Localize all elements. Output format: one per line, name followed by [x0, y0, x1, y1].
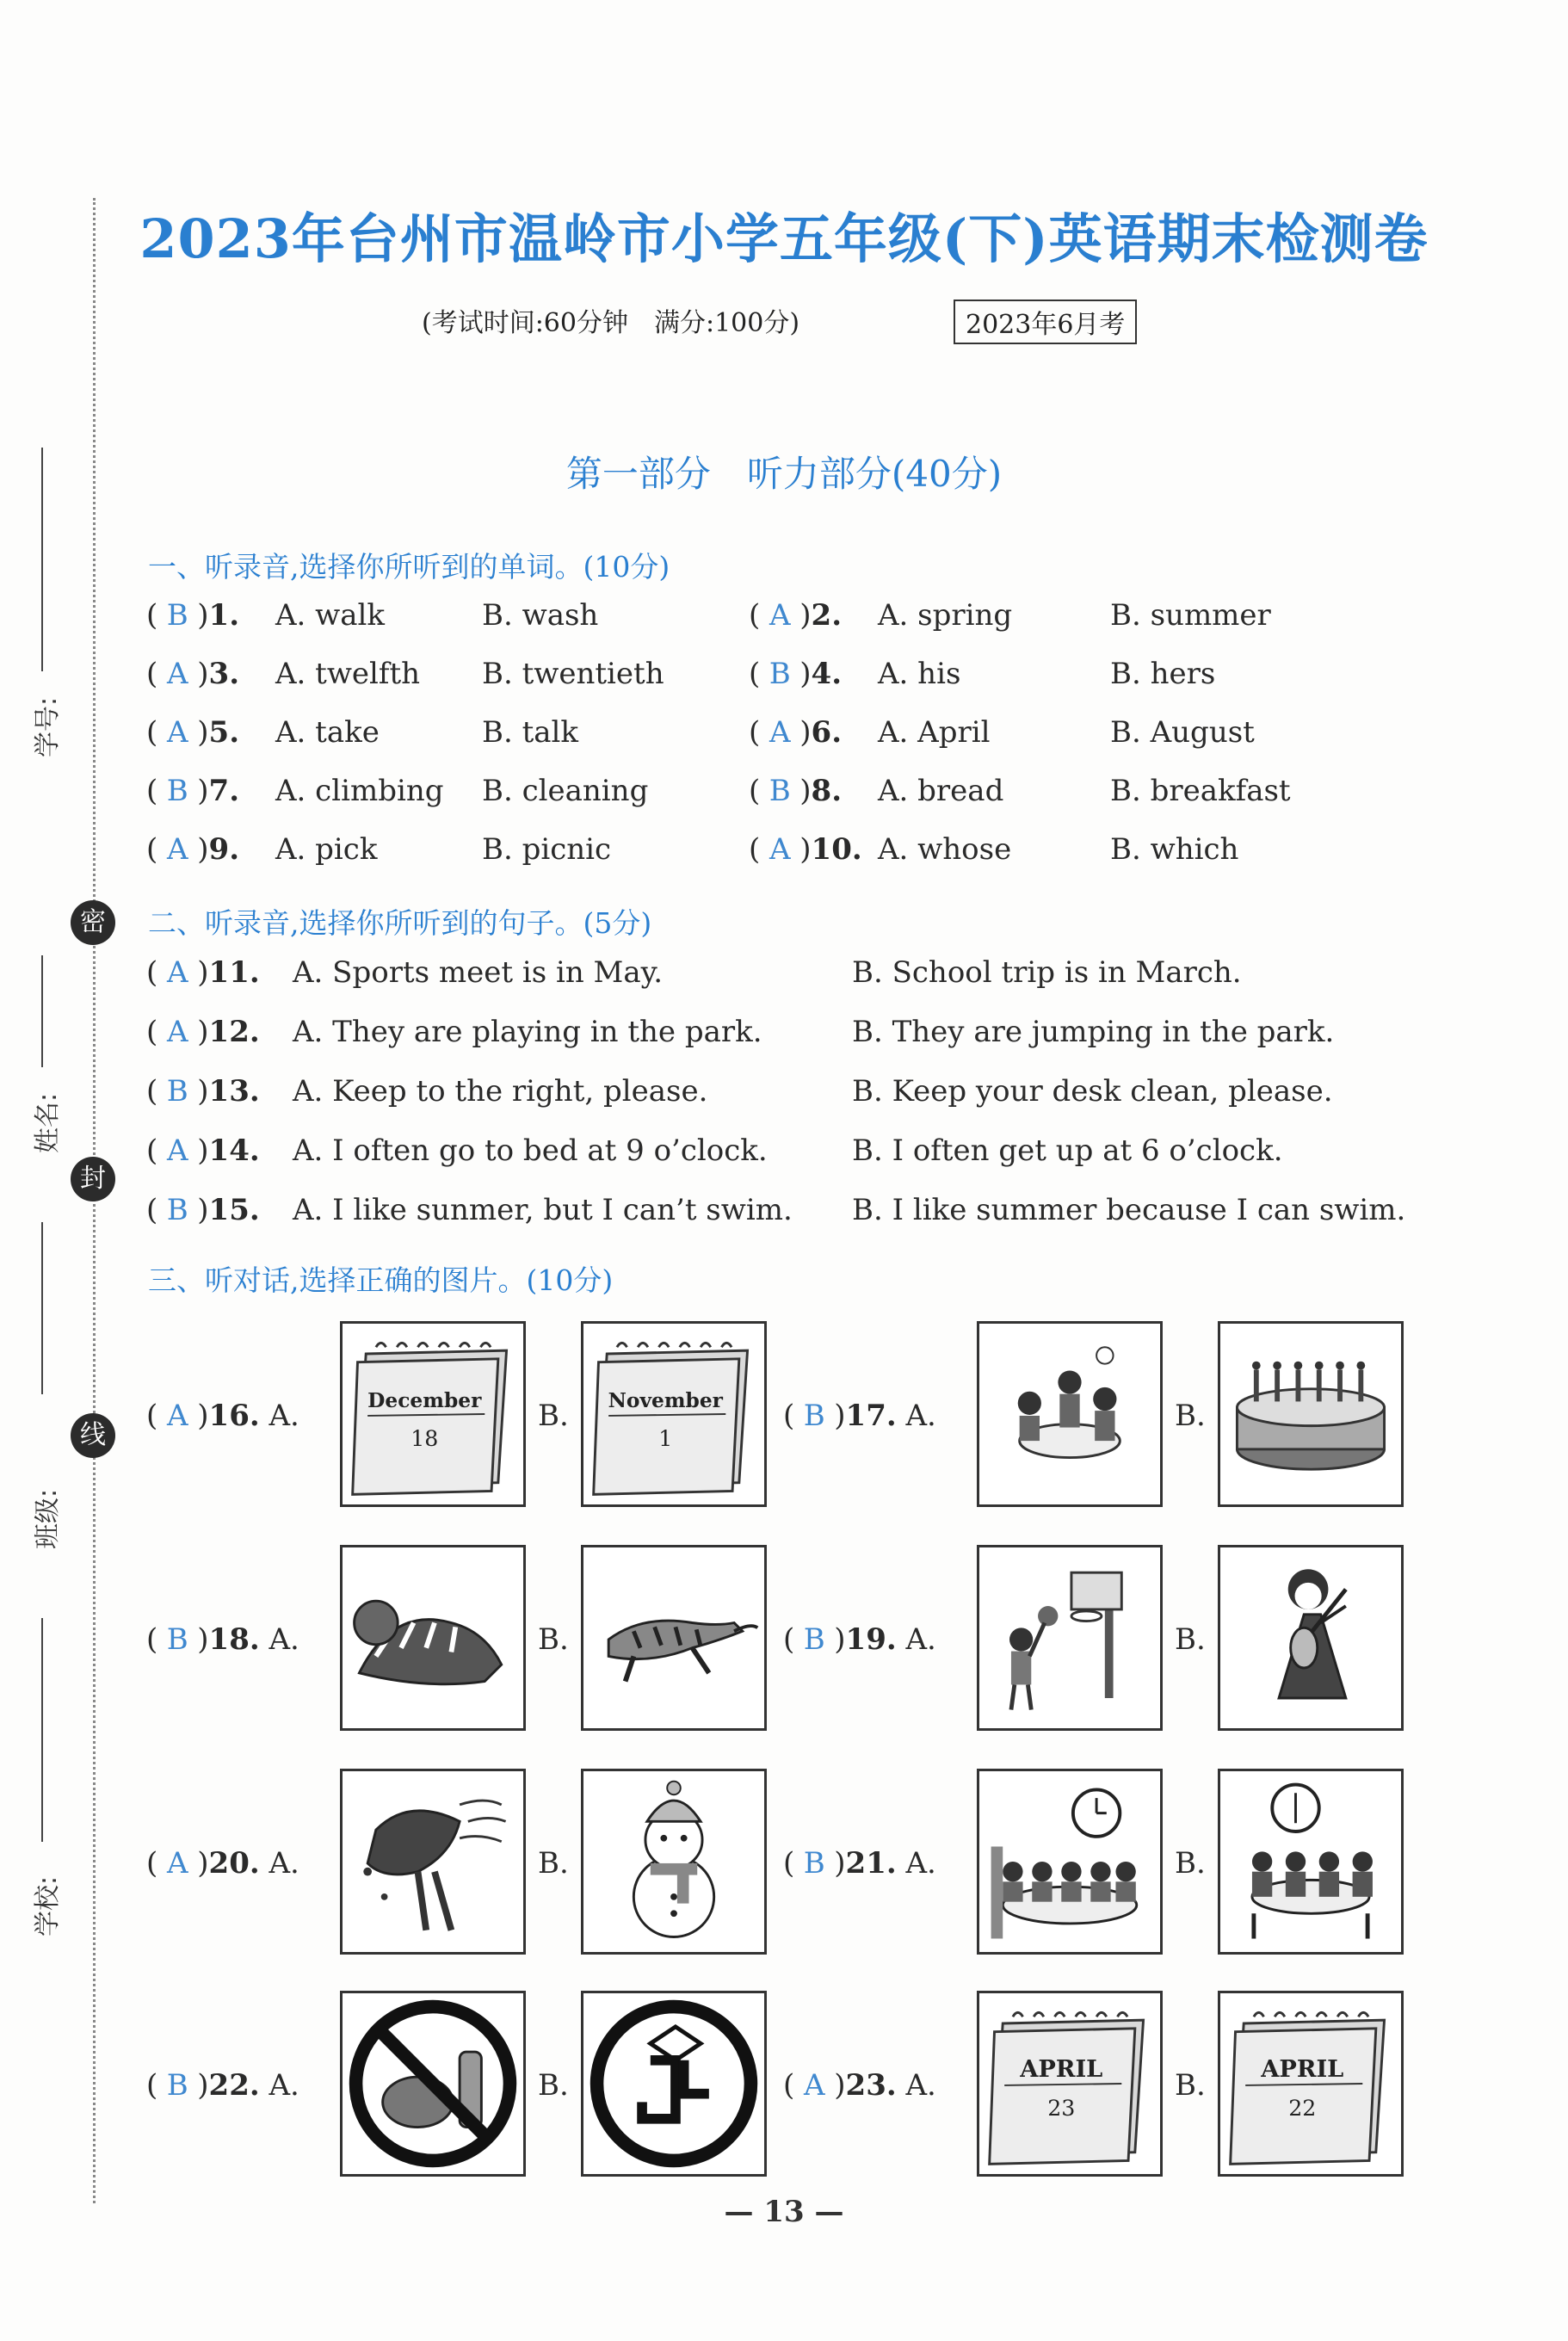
- answer: A: [166, 1133, 188, 1168]
- paren-open: (: [749, 832, 761, 867]
- paren-open: (: [146, 955, 158, 990]
- option-b: B. I like summer because I can swim.: [852, 1193, 1406, 1227]
- option-b: B. cleaning: [482, 774, 649, 808]
- paren-open: (: [146, 1074, 158, 1109]
- paren-open: (: [146, 598, 158, 633]
- paren-close: ): [197, 955, 209, 990]
- option-b-picture[interactable]: [1218, 1321, 1404, 1507]
- option-b: B. August: [1110, 715, 1255, 750]
- option-a: A. spring: [878, 598, 1013, 633]
- section-3-title: 三、听对话,选择正确的图片。(10分): [148, 1263, 614, 1297]
- option-b: B. Keep your desk clean, please.: [852, 1074, 1333, 1109]
- option-b-label: B.: [538, 1622, 569, 1657]
- calendar-day: 23: [1047, 2095, 1076, 2121]
- paren-close: ): [197, 2068, 209, 2103]
- option-b: B. breakfast: [1110, 774, 1291, 808]
- paren-open: (: [783, 1622, 795, 1657]
- option-a: A. Keep to the right, please.: [293, 1074, 708, 1109]
- picture-question-row: [146, 2068, 299, 2103]
- calendar-day: 22: [1288, 2095, 1317, 2121]
- paren-close: ): [197, 1015, 209, 1049]
- student-id-label: 学号:: [33, 696, 63, 757]
- option-b-picture[interactable]: [1218, 1991, 1404, 2177]
- option-a: A. They are playing in the park.: [293, 1015, 762, 1049]
- sentence-question-row: [146, 1193, 1420, 1231]
- snowman-icon: [583, 1771, 764, 1952]
- birthday-cake-icon: [1220, 1324, 1401, 1504]
- option-a-label: A.: [269, 1846, 299, 1881]
- picture-question-row: [146, 1846, 299, 1881]
- paren-open: (: [146, 1622, 158, 1657]
- calendar-month: November: [608, 1388, 723, 1413]
- question-number: 22.: [208, 2068, 260, 2103]
- option-b-picture[interactable]: [581, 1991, 767, 2177]
- option-b-picture[interactable]: [581, 1545, 767, 1731]
- word-question-row: [146, 598, 749, 636]
- word-question-row: [749, 774, 1351, 812]
- option-b-label: B.: [1175, 1622, 1206, 1657]
- option-b-label: B.: [538, 1399, 569, 1433]
- paren-open: (: [146, 832, 158, 867]
- answer: B: [769, 774, 791, 808]
- word-question-row: [749, 598, 1351, 636]
- class-line: [41, 1222, 43, 1394]
- school-label: 学校:: [33, 1875, 63, 1936]
- option-b: B. summer: [1110, 598, 1271, 633]
- option-a-label: A.: [269, 1622, 299, 1657]
- answer: B: [166, 1622, 188, 1657]
- word-question-row: [749, 657, 1351, 695]
- option-b: B. I often get up at 6 o’clock.: [852, 1133, 1283, 1168]
- answer: A: [769, 832, 791, 867]
- picture-question-row: [783, 1399, 936, 1433]
- question-number: 12.: [208, 1015, 260, 1049]
- answer: B: [769, 657, 791, 691]
- part-title: 第一部分 听力部分(40分): [565, 453, 1003, 495]
- answer: B: [166, 598, 188, 633]
- paren-close: ): [197, 657, 209, 691]
- section-2-title: 二、听录音,选择你所听到的句子。(5分): [148, 906, 652, 940]
- question-number: 20.: [208, 1846, 260, 1881]
- answer: B: [803, 1846, 825, 1881]
- option-b-label: B.: [538, 2068, 569, 2103]
- option-a: A. I like sunmer, but I can’t swim.: [293, 1193, 793, 1227]
- paren-close: ): [197, 832, 209, 867]
- question-number: 1.: [208, 598, 240, 633]
- windy-tree-icon: [343, 1771, 523, 1952]
- paren-open: (: [146, 1399, 158, 1433]
- page-title: 2023年台州市温岭市小学五年级(下)英语期末检测卷: [139, 207, 1429, 270]
- option-a-label: A.: [269, 2068, 299, 2103]
- option-b: B. They are jumping in the park.: [852, 1015, 1335, 1049]
- paren-close: ): [197, 1074, 209, 1109]
- question-number: 14.: [208, 1133, 260, 1168]
- option-b-picture[interactable]: [581, 1769, 767, 1955]
- question-number: 17.: [845, 1399, 897, 1433]
- sentence-question-row: [146, 1133, 1420, 1171]
- page-number: — 13 —: [724, 2195, 844, 2229]
- option-b-picture[interactable]: [1218, 1769, 1404, 1955]
- option-a-picture[interactable]: [340, 1545, 526, 1731]
- basketball-icon: [979, 1547, 1160, 1728]
- option-b-picture[interactable]: [581, 1321, 767, 1507]
- option-a-picture[interactable]: [977, 1769, 1163, 1955]
- paren-open: (: [146, 2068, 158, 2103]
- option-a-label: A.: [269, 1399, 299, 1433]
- option-b: B. picnic: [482, 832, 612, 867]
- paren-close: ): [834, 1846, 846, 1881]
- picnic-icon: [979, 1324, 1160, 1504]
- option-b-picture[interactable]: [1218, 1545, 1404, 1731]
- family-dinner-clock-icon: [1220, 1771, 1401, 1952]
- question-number: 8.: [811, 774, 843, 808]
- paren-open: (: [146, 1193, 158, 1227]
- paren-close: ): [799, 598, 812, 633]
- option-b-label: B.: [538, 1846, 569, 1881]
- word-question-row: [749, 715, 1351, 753]
- paren-close: ): [197, 1622, 209, 1657]
- calendar-month: December: [367, 1388, 482, 1413]
- option-a-label: A.: [905, 1846, 936, 1881]
- class-label: 班级:: [33, 1488, 63, 1549]
- paren-close: ): [834, 1622, 846, 1657]
- calendar-month: APRIL: [1261, 2055, 1344, 2084]
- paren-open: (: [146, 774, 158, 808]
- question-number: 4.: [811, 657, 843, 691]
- seal-feng: 封: [71, 1157, 115, 1201]
- paren-close: ): [799, 832, 812, 867]
- paren-open: (: [146, 715, 158, 750]
- question-number: 10.: [811, 832, 862, 867]
- sentence-question-row: [146, 955, 1420, 993]
- school-line: [41, 1618, 43, 1842]
- option-b-label: B.: [1175, 1399, 1206, 1433]
- answer: A: [166, 715, 188, 750]
- paren-close: ): [197, 598, 209, 633]
- tiger-lying-icon: [343, 1547, 523, 1728]
- paren-close: ): [197, 715, 209, 750]
- paren-open: (: [749, 598, 761, 633]
- option-b: B. which: [1110, 832, 1239, 867]
- answer: B: [166, 2068, 188, 2103]
- option-a-label: A.: [905, 1399, 936, 1433]
- exam-date-box: 2023年6月考: [954, 300, 1137, 344]
- picture-question-row: [783, 1846, 936, 1881]
- option-b-label: B.: [1175, 1846, 1206, 1881]
- answer: A: [803, 2068, 825, 2103]
- paren-open: (: [783, 1399, 795, 1433]
- paren-open: (: [146, 1015, 158, 1049]
- answer: B: [166, 1074, 188, 1109]
- option-a: A. twelfth: [275, 657, 421, 691]
- option-b-label: B.: [1175, 2068, 1206, 2103]
- answer: A: [769, 715, 791, 750]
- answer: B: [803, 1399, 825, 1433]
- paren-close: ): [799, 774, 812, 808]
- answer: A: [769, 598, 791, 633]
- question-number: 2.: [811, 598, 843, 633]
- option-a-label: A.: [905, 1622, 936, 1657]
- word-question-row: [146, 774, 749, 812]
- answer: A: [166, 1015, 188, 1049]
- name-line: [41, 955, 43, 1067]
- paren-open: (: [146, 1846, 158, 1881]
- sentence-question-row: [146, 1015, 1420, 1053]
- word-question-row: [146, 657, 749, 695]
- option-a-picture[interactable]: [977, 1991, 1163, 2177]
- picture-question-row: [783, 2068, 936, 2103]
- answer: A: [166, 832, 188, 867]
- answer: B: [803, 1622, 825, 1657]
- picture-question-row: [146, 1622, 299, 1657]
- paren-close: ): [834, 2068, 846, 2103]
- answer: A: [166, 955, 188, 990]
- option-a: A. whose: [878, 832, 1012, 867]
- option-b: B. hers: [1110, 657, 1216, 691]
- question-number: 9.: [208, 832, 240, 867]
- option-a: A. walk: [275, 598, 386, 633]
- picture-question-row: [146, 1399, 299, 1433]
- tiger-jumping-icon: [583, 1547, 764, 1728]
- exam-info: (考试时间:60分钟 满分:100分): [422, 308, 800, 338]
- paren-close: ): [197, 1193, 209, 1227]
- paren-close: ): [197, 774, 209, 808]
- option-b: B. twentieth: [482, 657, 664, 691]
- option-a-picture[interactable]: [977, 1321, 1163, 1507]
- answer: B: [166, 1193, 188, 1227]
- option-a: A. Sports meet is in May.: [293, 955, 664, 990]
- paren-open: (: [749, 657, 761, 691]
- paren-close: ): [799, 715, 812, 750]
- option-a: A. take: [275, 715, 380, 750]
- paren-open: (: [749, 774, 761, 808]
- word-question-row: [146, 832, 749, 870]
- paren-open: (: [749, 715, 761, 750]
- paren-open: (: [783, 2068, 795, 2103]
- paren-close: ): [834, 1399, 846, 1433]
- paren-open: (: [146, 1133, 158, 1168]
- question-number: 18.: [208, 1622, 260, 1657]
- girl-playing-pipa-icon: [1220, 1547, 1401, 1728]
- paren-close: ): [197, 1399, 209, 1433]
- option-a-picture[interactable]: [340, 1321, 526, 1507]
- section-1-title: 一、听录音,选择你所听到的单词。(10分): [148, 550, 670, 584]
- family-dinner-icon: [979, 1771, 1160, 1952]
- picture-question-row: [783, 1622, 936, 1657]
- answer: B: [166, 774, 188, 808]
- paren-close: ): [197, 1133, 209, 1168]
- question-number: 19.: [845, 1622, 897, 1657]
- answer: A: [166, 1399, 188, 1433]
- option-a-picture[interactable]: [340, 1769, 526, 1955]
- answer: A: [166, 1846, 188, 1881]
- paren-close: ): [799, 657, 812, 691]
- question-number: 6.: [811, 715, 843, 750]
- calendar-day: 1: [658, 1425, 673, 1451]
- question-number: 11.: [208, 955, 260, 990]
- option-a-label: A.: [905, 2068, 936, 2103]
- name-label: 姓名:: [33, 1092, 63, 1153]
- option-a: A. April: [878, 715, 991, 750]
- option-a: A. I often go to bed at 9 o’clock.: [293, 1133, 768, 1168]
- question-number: 13.: [208, 1074, 260, 1109]
- word-question-row: [749, 832, 1351, 870]
- option-a-picture[interactable]: [977, 1545, 1163, 1731]
- option-a: A. his: [878, 657, 961, 691]
- no-food-icon: [343, 1993, 523, 2174]
- question-number: 7.: [208, 774, 240, 808]
- option-a: A. climbing: [275, 774, 444, 808]
- option-b: B. School trip is in March.: [852, 955, 1242, 990]
- option-b: B. wash: [482, 598, 599, 633]
- question-number: 15.: [208, 1193, 260, 1227]
- question-number: 3.: [208, 657, 240, 691]
- paren-close: ): [197, 1846, 209, 1881]
- option-a: A. bread: [878, 774, 1004, 808]
- option-a-picture[interactable]: [340, 1991, 526, 2177]
- answer: A: [166, 657, 188, 691]
- calendar-day: 18: [411, 1425, 439, 1451]
- sentence-question-row: [146, 1074, 1420, 1112]
- question-number: 21.: [845, 1846, 897, 1881]
- option-b: B. talk: [482, 715, 579, 750]
- question-number: 16.: [208, 1399, 260, 1433]
- word-question-row: [146, 715, 749, 753]
- seal-xian: 线: [71, 1413, 115, 1458]
- keep-tidy-sign-icon: [583, 1993, 764, 2174]
- question-number: 23.: [845, 2068, 897, 2103]
- paren-open: (: [146, 657, 158, 691]
- question-number: 5.: [208, 715, 240, 750]
- option-a: A. pick: [275, 832, 378, 867]
- paren-open: (: [783, 1846, 795, 1881]
- calendar-month: APRIL: [1020, 2055, 1103, 2084]
- seal-mi: 密: [71, 900, 115, 945]
